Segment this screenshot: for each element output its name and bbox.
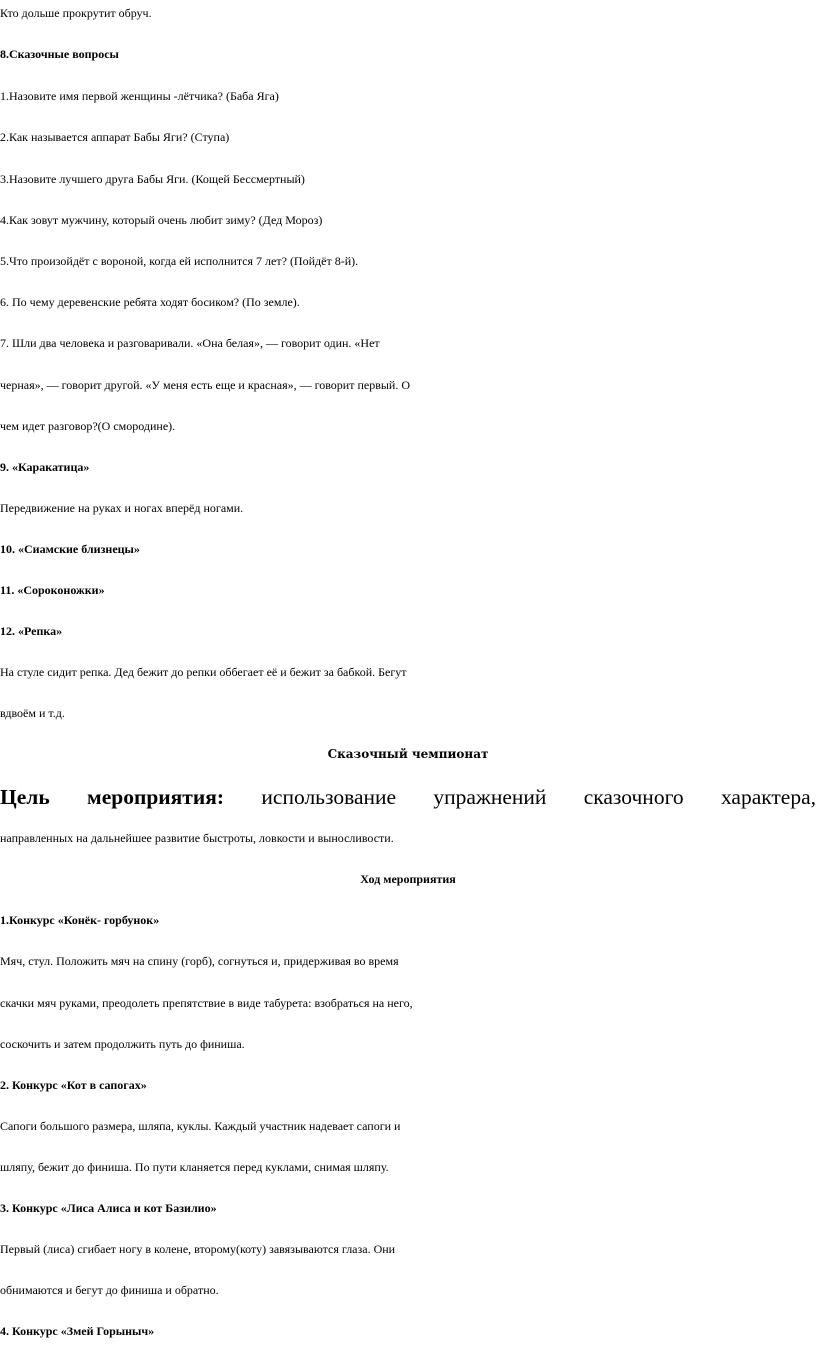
text-line: направленных на дальнейшее развитие быстроты, ловкости и выносливости. [0,831,394,845]
question-line: 6. По чему деревенские ребята ходят босиком? (По земле). [0,295,300,309]
section-heading: 12. «Репка» [0,624,63,638]
section-heading: 3. Конкурс «Лиса Алиса и кот Базилио» [0,1201,217,1215]
text-line: соскочить и затем продолжить путь до финиша. [0,1037,245,1051]
section-heading: 10. «Сиамские близнецы» [0,542,140,556]
question-line: 2.Как называется аппарат Бабы Яги? (Ступа) [0,130,230,144]
section-heading: 8.Сказочные вопросы [0,47,119,61]
section-heading: 4. Конкурс «Змей Горыныч» [0,1324,155,1338]
text-line: Передвижение на руках и ногах вперёд ногами. [0,501,244,515]
question-line: 4.Как зовут мужчину, который очень любит зиму? (Дед Мороз) [0,213,323,227]
question-line: черная», — говорит другой. «У меня есть еще и красная», — говорит первый. О [0,378,411,392]
question-line: 3.Назовите лучшего друга Бабы Яги. (Кощей Бессмертный) [0,172,305,186]
question-line: чем идет разговор?(О смородине). [0,419,176,433]
question-line: 1.Назовите имя первой женщины -лётчика? (Баба Яга) [0,89,279,103]
page-title: Сказочный чемпионат [327,747,489,761]
goal-text: использование упражнений сказочного характера, [261,785,816,809]
question-line: 7. Шли два человека и разговаривали. «Она белая», — говорит один. «Нет [0,336,380,350]
subtitle: Ход мероприятия [360,872,456,886]
goal-line [0,784,816,810]
goal-label: Цель мероприятия: [0,785,225,809]
question-line: 5.Что произойдёт с вороной, когда ей исполнится 7 лет? (Пойдёт 8-й). [0,254,359,268]
text-line: На стуле сидит репка. Дед бежит до репки оббегает её и бежит за бабкой. Бегут [0,665,407,679]
section-heading: 9. «Каракатица» [0,460,90,474]
section-heading: 1.Конкурс «Конёк- горбунок» [0,913,160,927]
text-line: шляпу, бежит до финиша. По пути кланяется перед куклами, снимая шляпу. [0,1160,389,1174]
text-line: Мяч, стул. Положить мяч на спину (горб), согнуться и, придерживая во время [0,954,399,968]
text-line: Первый (лиса) сгибает ногу в колене, второму(коту) завязываются глаза. Они [0,1242,396,1256]
text-line: Сапоги большого размера, шляпа, куклы. Каждый участник надевает сапоги и [0,1119,401,1133]
text-line: обнимаются и бегут до финиша и обратно. [0,1283,219,1297]
section-heading: 2. Конкурс «Кот в сапогах» [0,1078,147,1092]
text-line: Кто дольше прокрутит обруч. [0,6,152,20]
section-heading: 11. «Сороконожки» [0,583,105,597]
text-line: вдвоём и т.д. [0,706,65,720]
text-line: скачки мяч руками, преодолеть препятствие в виде табурета: взобраться на него, [0,996,413,1010]
